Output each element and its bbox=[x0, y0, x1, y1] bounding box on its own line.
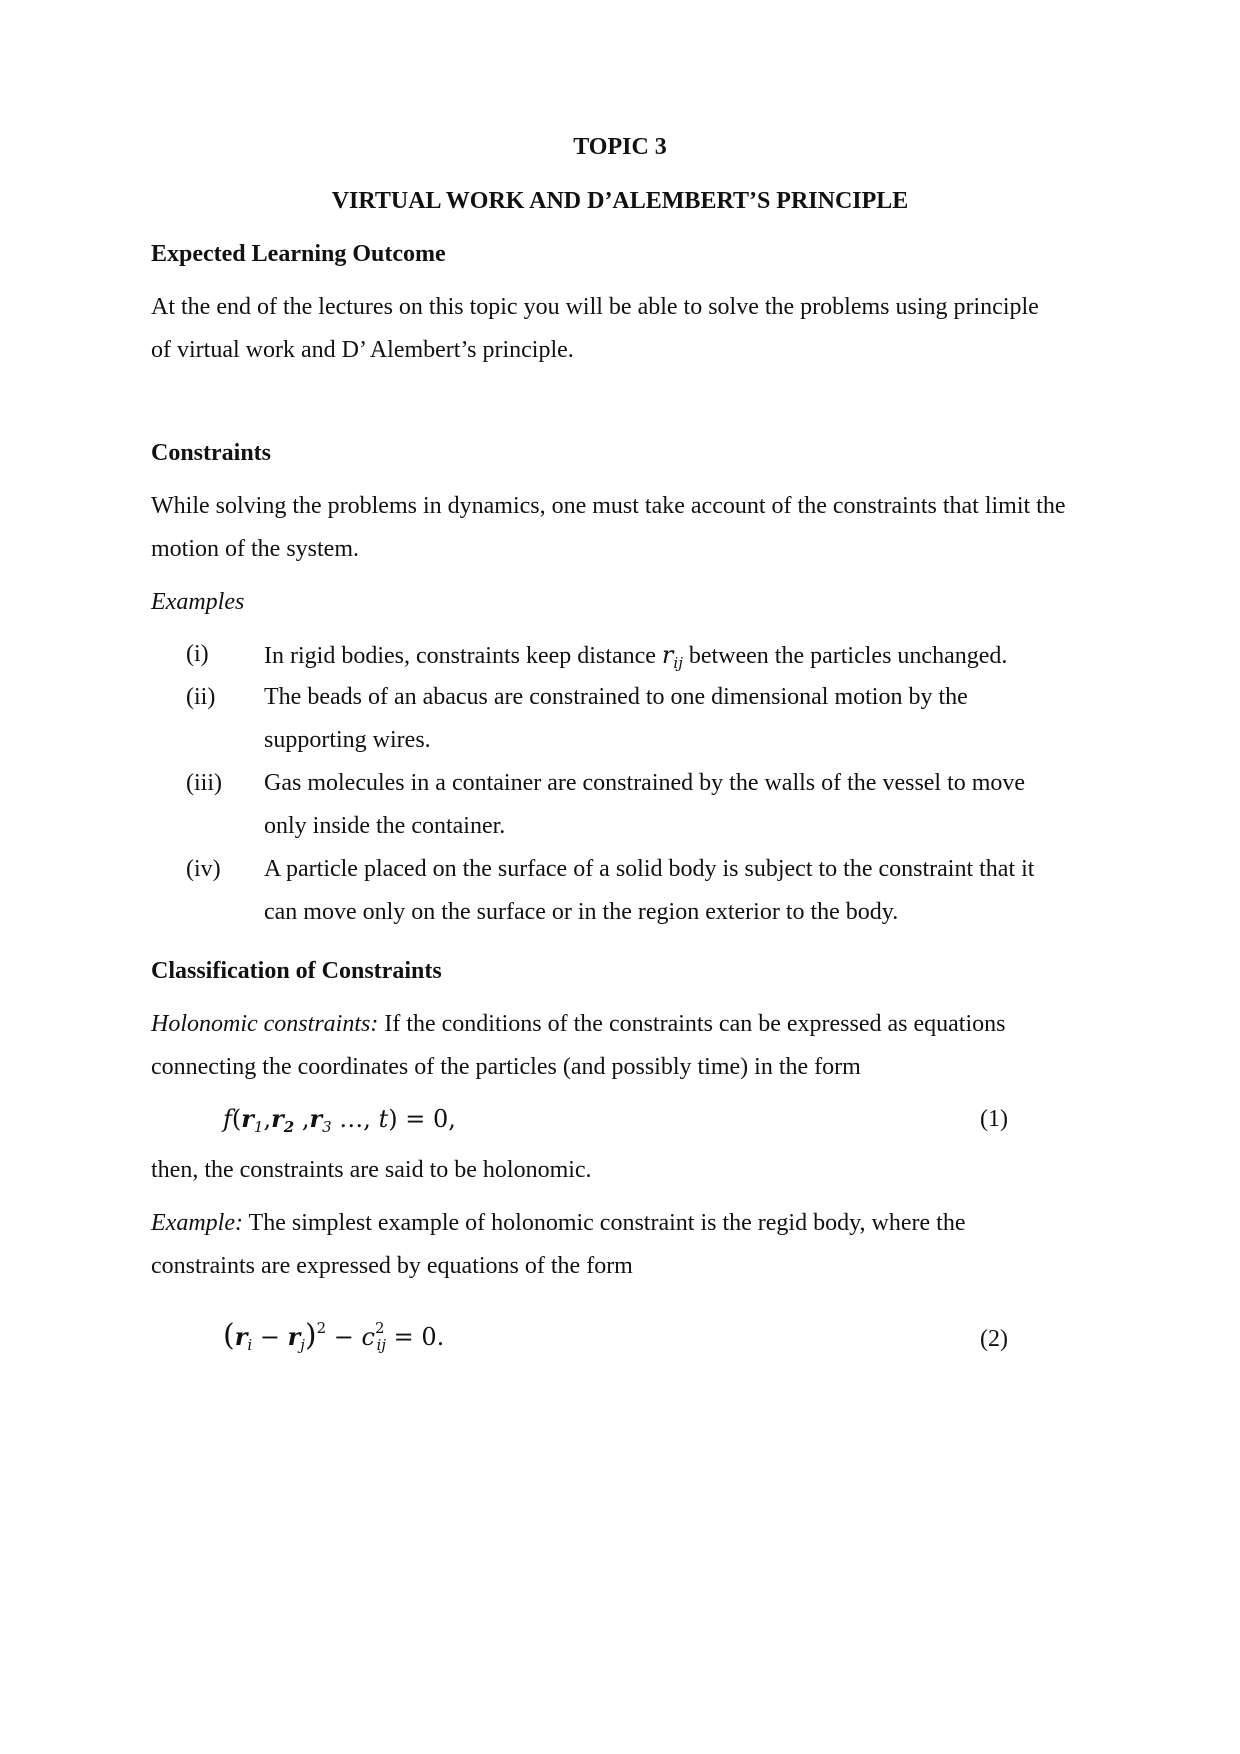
list-item-text: A particle placed on the surface of a solid body is subject to the constraint that it bbox=[264, 856, 1035, 882]
list-item-text: only inside the container. bbox=[264, 813, 506, 839]
page-title: VIRTUAL WORK AND D’ALEMBERT’S PRINCIPLE bbox=[331, 188, 909, 214]
list-item-text-before: In rigid bodies, constraints keep distance bbox=[264, 643, 656, 669]
list-item-number: (iv) bbox=[186, 856, 221, 882]
examples-label: Examples bbox=[151, 589, 245, 615]
list-item-number: (iii) bbox=[186, 770, 222, 796]
list-item-text-after: between the particles unchanged. bbox=[688, 643, 1008, 669]
example-paragraph-line-1 bbox=[151, 1210, 1095, 1237]
holonomic-text: If the conditions of the constraints can be expressed as equations bbox=[384, 1011, 1006, 1037]
equation-2: $(r_i - r_j)^2 - c^2_{ij} = 0$. bbox=[223, 1318, 445, 1354]
equation-2-number: (2) bbox=[980, 1326, 1008, 1352]
list-item-text: supporting wires. bbox=[264, 727, 431, 753]
constraints-heading: Constraints bbox=[151, 440, 272, 466]
classification-heading: Classification of Constraints bbox=[151, 958, 442, 984]
list-item-text: The beads of an abacus are constrained to one dimensional motion by the bbox=[264, 684, 968, 710]
holonomic-paragraph-line-1 bbox=[151, 1011, 1095, 1038]
list-item-number: (ii) bbox=[186, 684, 216, 710]
constraints-line-2: motion of the system. bbox=[151, 536, 359, 562]
holonomic-label: Holonomic constraints: bbox=[151, 1011, 379, 1037]
example-paragraph-line-2: constraints are expressed by equations of the form bbox=[151, 1253, 633, 1279]
list-item-text: can move only on the surface or in the region exterior to the body. bbox=[264, 899, 899, 925]
distance-symbol: $r_{ij}$ bbox=[661, 641, 683, 672]
topic-number: TOPIC 3 bbox=[573, 134, 667, 160]
holonomic-paragraph-line-2: connecting the coordinates of the particles (and possibly time) in the form bbox=[151, 1054, 861, 1080]
learning-outcome-line-1: At the end of the lectures on this topic you will be able to solve the problems using principle bbox=[151, 294, 1039, 320]
after-equation-1-text: then, the constraints are said to be holonomic. bbox=[151, 1157, 592, 1183]
learning-outcome-line-2: of virtual work and D’ Alembert’s principle. bbox=[151, 337, 574, 363]
equation-1: $f(r_1,r_2$ $,r_3$ …, t) = 0, bbox=[223, 1104, 456, 1136]
list-item-text bbox=[264, 641, 1007, 672]
example-label: Example: bbox=[151, 1210, 243, 1236]
list-item-number: (i) bbox=[186, 641, 209, 667]
list-item-text: Gas molecules in a container are constrained by the walls of the vessel to move bbox=[264, 770, 1026, 796]
constraints-line-1: While solving the problems in dynamics, one must take account of the constraints that limit the bbox=[151, 493, 1066, 519]
learning-outcome-heading: Expected Learning Outcome bbox=[151, 241, 446, 267]
example-text: The simplest example of holonomic constraint is the regid body, where the bbox=[248, 1210, 966, 1236]
equation-1-number: (1) bbox=[980, 1106, 1008, 1132]
